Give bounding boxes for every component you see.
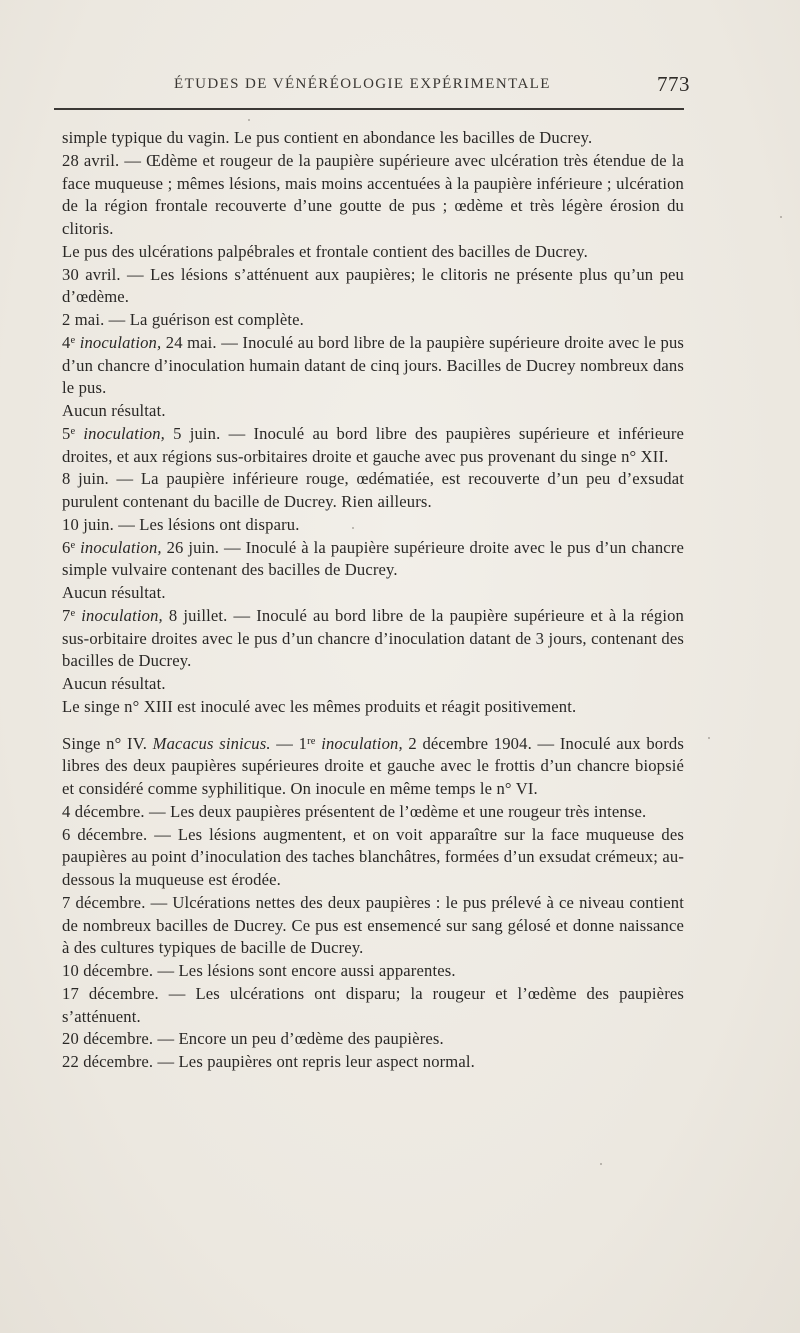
text-run: 17 décembre. — Les ulcérations ont disparu; la rougeur et l’œdème des paupières s’atténuent. bbox=[62, 983, 684, 1026]
scan-speck bbox=[352, 527, 354, 529]
body-text bbox=[62, 127, 684, 1074]
paragraph bbox=[62, 537, 684, 583]
text-run: 4 bbox=[62, 332, 71, 352]
italic-run: inoculation, bbox=[75, 605, 163, 625]
text-run: 8 juin. — La paupière inférieure rouge, œdématiée, est recouverte d’un peu d’exsudat purulent contenant du bacille de Ducrey. Rien ailleurs. bbox=[62, 469, 684, 511]
paragraph bbox=[62, 733, 684, 801]
paragraph bbox=[62, 127, 684, 150]
text-run: 7 décembre. — Ulcérations nettes des deux paupières : le pus prélevé à ce niveau contient de nombreux bacilles de Ducrey. Ce pus est ensemencé sur sang gélosé et donne naissance à des cultures typiques de bacille de Ducrey. bbox=[62, 892, 684, 958]
text-run: 6 bbox=[62, 537, 71, 557]
text-run: Aucun résultat. bbox=[62, 401, 166, 420]
header-rule bbox=[54, 108, 684, 110]
running-head bbox=[62, 72, 690, 98]
italic-run: Macacus sinicus. bbox=[152, 733, 271, 753]
text-run: 7 bbox=[62, 605, 71, 625]
text-run: 10 décembre. — Les lésions sont encore aussi apparentes. bbox=[62, 961, 456, 980]
italic-run: inoculation, bbox=[315, 733, 403, 753]
text-run: 2 mai. — La guérison est complète. bbox=[62, 310, 304, 329]
paragraph bbox=[62, 332, 684, 400]
paragraph bbox=[62, 468, 684, 514]
text-run: 28 avril. — Œdème et rougeur de la paupière supérieure avec ulcération très étendue de la face muqueuse ; mêmes lésions, mais moins accentuées à la paupière inférieure ; ulcération de la région frontale recouverte d’une goutte de pus ; œdème et très légère érosion du clitoris. bbox=[62, 150, 684, 238]
paragraph bbox=[62, 696, 684, 719]
superscript: e bbox=[70, 334, 76, 346]
text-run: 24 mai. — Inoculé au bord libre de la paupière supérieure droite avec le pus d’un chancre d’inoculation humain datant de cinq jours. Bacilles de Ducrey nombreux dans le pus. bbox=[62, 332, 684, 398]
scan-speck bbox=[248, 119, 250, 121]
paragraph bbox=[62, 423, 684, 469]
italic-run: inoculation, bbox=[75, 332, 162, 352]
paragraph bbox=[62, 892, 684, 960]
paragraph bbox=[62, 1051, 684, 1074]
text-run: Aucun résultat. bbox=[62, 583, 166, 602]
text-run: 10 juin. — Les lésions ont disparu. bbox=[62, 514, 300, 534]
italic-run: inoculation, bbox=[75, 423, 165, 443]
text-run: 20 décembre. — Encore un peu d’œdème des paupières. bbox=[62, 1029, 444, 1049]
scan-speck bbox=[600, 1163, 602, 1165]
paragraph bbox=[62, 241, 684, 264]
text-run: 8 juillet. — Inoculé au bord libre de la paupière supérieure et à la région sus-orbitaire droites avec le pus d’un chancre d’inoculation datant de 3 jours, contenant des bacilles de Ducrey. bbox=[62, 605, 684, 671]
paragraph bbox=[62, 960, 684, 983]
superscript: re bbox=[307, 735, 316, 747]
superscript: e bbox=[70, 607, 76, 619]
paragraph bbox=[62, 309, 684, 332]
text-run: — 1 bbox=[270, 733, 308, 753]
paragraph bbox=[62, 264, 684, 310]
paragraph bbox=[62, 582, 684, 605]
paragraph bbox=[62, 801, 684, 824]
text-run: 2 décembre 1904. — Inoculé aux bords libres des deux paupières supérieures droite et gauche avec le frottis d’un chancre biopsié et considéré comme syphilitique. On inocule en même temps le n° VI. bbox=[62, 733, 684, 798]
text-run: simple typique du vagin. Le pus contient en abondance les bacilles de Ducrey. bbox=[62, 128, 593, 147]
text-run: Aucun résultat. bbox=[62, 674, 166, 693]
page-number: 773 bbox=[657, 72, 690, 96]
scan-speck bbox=[780, 216, 782, 218]
paragraph bbox=[62, 983, 684, 1029]
paragraph bbox=[62, 150, 684, 241]
superscript: e bbox=[70, 425, 76, 437]
paragraph bbox=[62, 673, 684, 696]
text-run: 26 juin. — Inoculé à la paupière supérieure droite avec le pus d’un chancre simple vulvaire contenant des bacilles de Ducrey. bbox=[62, 537, 684, 580]
text-run: 30 avril. — Les lésions s’atténuent aux paupières; le clitoris ne présente plus qu’un peu d’œdème. bbox=[62, 264, 684, 307]
paragraph bbox=[62, 824, 684, 892]
text-run: 22 décembre. — Les paupières ont repris leur aspect normal. bbox=[62, 1052, 475, 1071]
text-run: 6 décembre. — Les lésions augmentent, et on voit apparaître sur la face muqueuse des paupières au point d’inoculation des taches blanchâtres, formées d’un exsudat crémeux; au-dessous la muqueuse est érodée. bbox=[62, 824, 684, 889]
superscript: e bbox=[70, 539, 76, 551]
text-run: 5 bbox=[62, 423, 71, 443]
text-run: 5 juin. — Inoculé au bord libre des paupières supérieure et inférieure droites, et aux régions sus-orbitaires droite et gauche avec pus provenant du singe n° XII. bbox=[62, 423, 685, 466]
paragraph bbox=[62, 1028, 684, 1051]
scan-speck bbox=[708, 737, 710, 739]
paragraph bbox=[62, 400, 684, 423]
text-run: Le singe n° XIII est inoculé avec les mêmes produits et réagit positivement. bbox=[62, 696, 577, 716]
running-title: ÉTUDES DE VÉNÉRÉOLOGIE EXPÉRIMENTALE bbox=[174, 76, 551, 92]
text-run: Singe n° IV. bbox=[62, 733, 153, 753]
italic-run: inoculation, bbox=[75, 537, 162, 557]
text-run: 4 décembre. — Les deux paupières présentent de l’œdème et une rougeur très intense. bbox=[62, 801, 647, 821]
paragraph bbox=[62, 514, 684, 537]
paragraph bbox=[62, 605, 684, 673]
text-run: Le pus des ulcérations palpébrales et frontale contient des bacilles de Ducrey. bbox=[62, 241, 588, 261]
